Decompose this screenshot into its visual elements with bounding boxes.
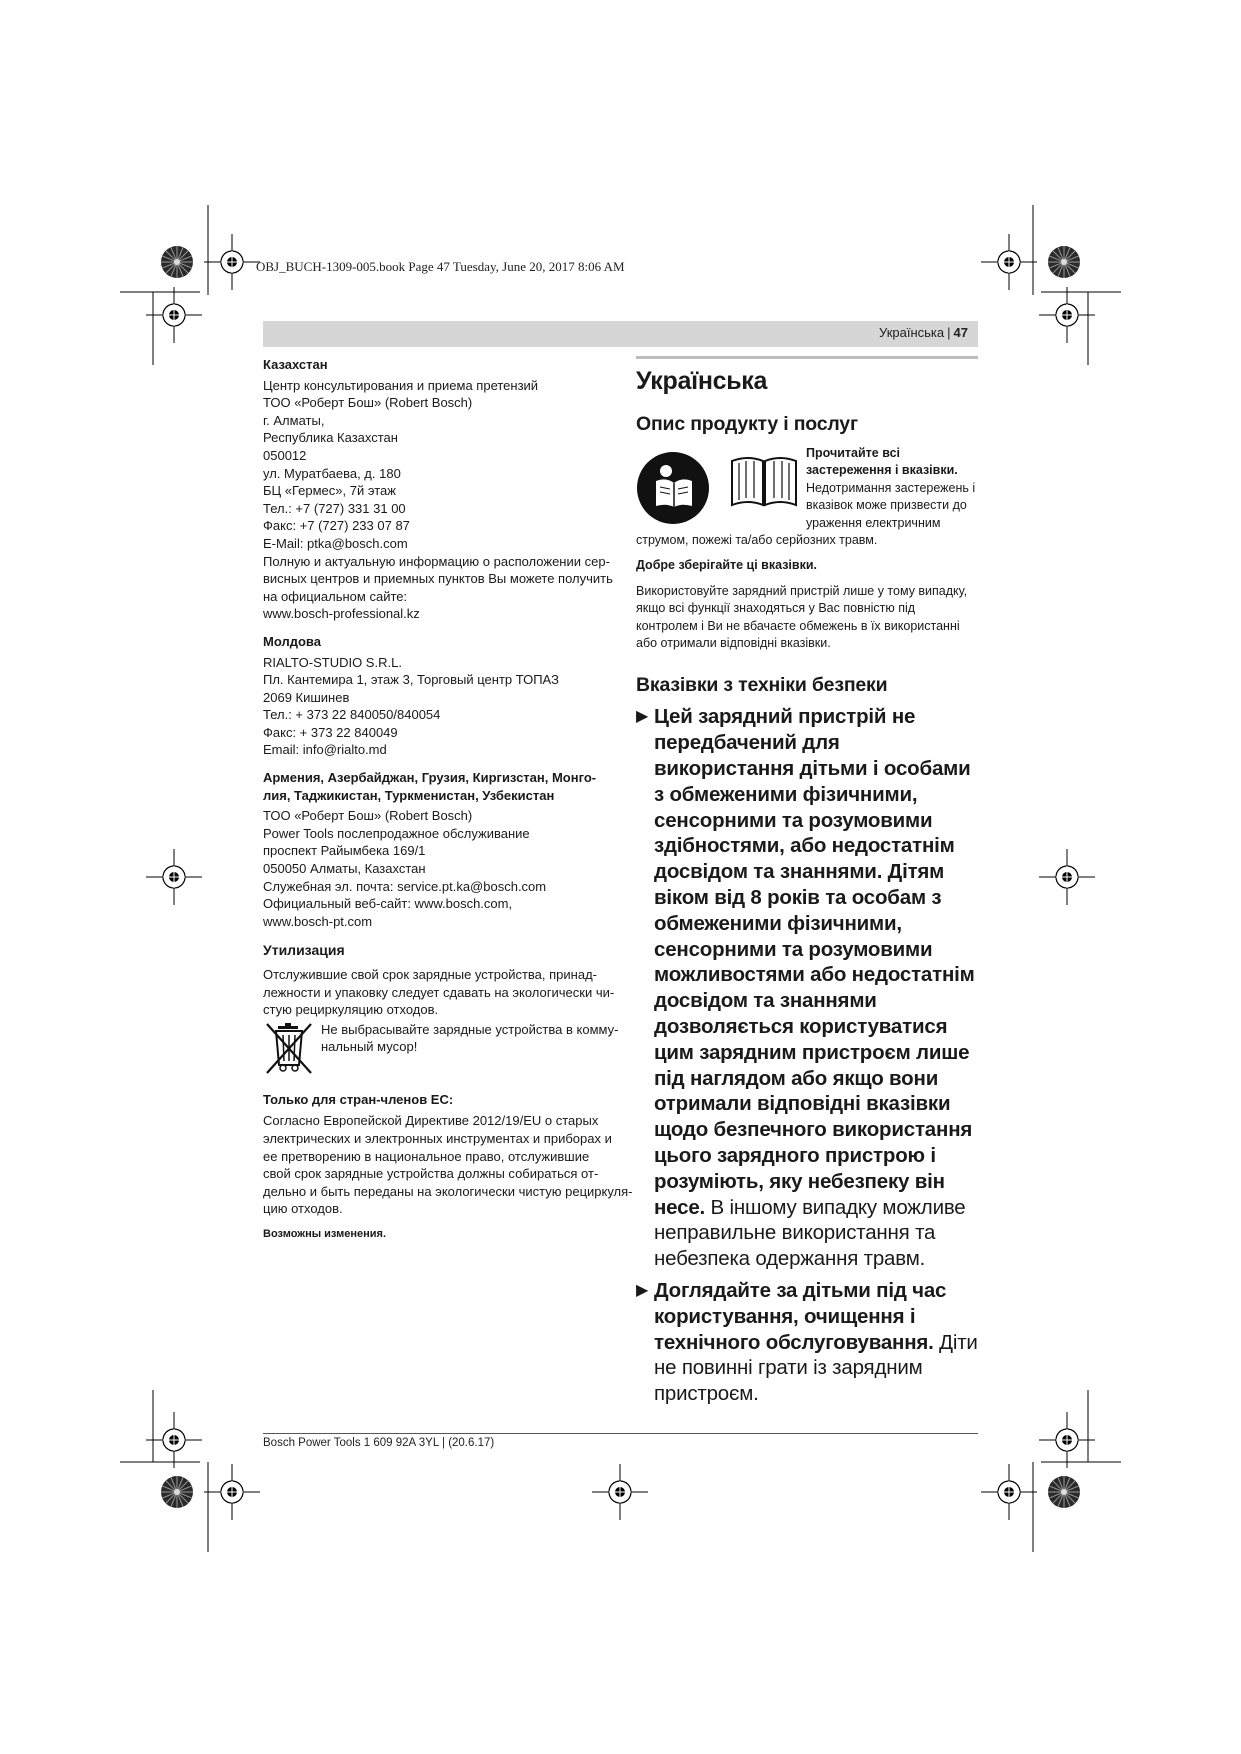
text-line: Тел.: +7 (727) 331 31 00 <box>263 500 406 516</box>
manual-book-icon <box>728 451 800 511</box>
footer-rule <box>263 1433 978 1434</box>
safety-heading: Вказівки з техніки безпеки <box>636 674 888 697</box>
text-line: Центр консультирования и приема претензий <box>263 377 539 393</box>
registration-crosshair <box>592 1464 648 1520</box>
heading-line: лия, Таджикистан, Туркменистан, Узбекистан <box>263 787 555 803</box>
text-line: висных центров и приемных пунктов Вы можете получить <box>263 571 613 587</box>
bullet-arrow-icon: ▶ <box>636 708 649 726</box>
contact-moldova <box>263 633 608 759</box>
language-title: Українська <box>636 367 768 395</box>
text-line: Тел.: + 373 22 840050/840054 <box>263 707 441 723</box>
safety-list <box>636 704 978 1407</box>
text-line: 050050 Алматы, Казахстан <box>263 861 426 877</box>
registration-crosshair <box>146 287 202 343</box>
page-header-band <box>263 321 978 347</box>
safety-item <box>636 704 978 1272</box>
contact-region <box>263 769 608 930</box>
changes-note: Возможны изменения. <box>263 1227 387 1240</box>
safety-item-text: В іншому випадку можливе неправильне використання та небезпека одержання травм. <box>654 1195 966 1271</box>
kazakhstan-address <box>263 377 613 623</box>
registration-rosette <box>161 1476 193 1508</box>
text-line: Пл. Кантемира 1, этаж 3, Торговый центр ТОПАЗ <box>263 672 559 688</box>
warning-icons <box>636 445 806 525</box>
right-column <box>636 356 978 1413</box>
heading-line: Армения, Азербайджан, Грузия, Киргизстан, Монго- <box>263 770 597 786</box>
text-line: контролем і Ви не вбачаєте обмежень в їх використанні <box>636 618 960 633</box>
text-line: Факс: + 373 22 840049 <box>263 724 398 740</box>
text-line: www.bosch-pt.com <box>263 913 373 929</box>
text-line: ее претворению в национальное право, отслужившие <box>263 1148 590 1164</box>
text-line: Використовуйте зарядний пристрій лише у тому випадку, <box>636 583 968 598</box>
safety-item <box>636 1278 978 1407</box>
registration-rosette <box>1048 246 1080 278</box>
registration-crosshair <box>981 234 1037 290</box>
registration-rosette <box>1048 1476 1080 1508</box>
text-line: свой срок зарядные устройства должны собираться от- <box>263 1166 599 1182</box>
disposal-text <box>263 966 615 1019</box>
registration-crosshair <box>146 1412 202 1468</box>
section-rule <box>636 356 978 359</box>
text-line: электрических и электронных инструментах и приборах и <box>263 1130 612 1146</box>
safety-item-text: Діти не повинні грати із зарядним пристроєм. <box>654 1330 978 1406</box>
safety-item-bold: Доглядайте за дітьми під час користування, очищення і технічного обслуговування. <box>654 1279 947 1354</box>
usage-paragraph <box>636 583 978 653</box>
text-line: на официальном сайте: <box>263 588 408 604</box>
text-line: Power Tools послепродажное обслуживание <box>263 825 530 841</box>
header-separator: | <box>947 325 951 340</box>
kazakhstan-heading: Казахстан <box>263 357 328 372</box>
text-line: Республика Казахстан <box>263 430 398 446</box>
text-line: БЦ «Гермес», 7й этаж <box>263 483 396 499</box>
text-line: ТОО «Роберт Бош» (Robert Bosch) <box>263 395 473 411</box>
contact-kazakhstan <box>263 356 613 623</box>
registration-crosshair <box>1039 1412 1095 1468</box>
text-line: дельно и быть переданы на экологически чистую рециркуля- <box>263 1183 633 1199</box>
product-heading: Опис продукту і послуг <box>636 413 858 435</box>
registration-crosshair <box>204 234 260 290</box>
region-heading <box>263 769 608 804</box>
text-line: або отримали відповідні вказівки. <box>636 636 831 651</box>
safety-item-bold: Цей зарядний пристрій не передбачений для використання дітьми і особами з обмеженими фізичними, сенсорними та розумовими здібностями, або недостатнім досвідом та знаннями. Дітям віком від 8 років та особам з обмеженими фізичними, сенсорними та розумовими можливостями або недостатнім досвідом та знаннями дозволяється користуватися цим зарядним пристроєм лише під наглядом або якщо вони отримали відповідні вказівки щодо безпечного використання цього зарядного пристрою і розуміють, яку небезпеку він несе. <box>654 705 975 1219</box>
text-line: проспект Райымбека 169/1 <box>263 843 426 859</box>
text-line: лежности и упаковку следует сдавать на экологически чи- <box>263 984 615 1000</box>
warning-block <box>636 445 978 532</box>
left-column <box>263 356 633 1244</box>
warning-line: вказівок може призвести до <box>806 498 967 513</box>
text-line: Полную и актуальную информацию о расположении сер- <box>263 553 610 569</box>
warning-tail: струмом, пожежі та/або серйозних травм. <box>636 533 878 548</box>
read-manual-icon <box>636 451 710 525</box>
text-line: якщо всі функції знаходяться у Вас повністю під <box>636 601 916 616</box>
text-line: E-Mail: ptka@bosch.com <box>263 535 408 551</box>
text-line: г. Алматы, <box>263 412 325 428</box>
warning-line: ураження електричним <box>806 515 941 530</box>
text-line: ТОО «Роберт Бош» (Robert Bosch) <box>263 808 473 824</box>
page-number: 47 <box>953 325 968 340</box>
eu-heading: Только для стран-членов ЕС: <box>263 1091 454 1107</box>
disposal-warning <box>321 1021 618 1077</box>
disposal-heading: Утилизация <box>263 942 345 959</box>
text-line: Согласно Европейской Директиве 2012/19/EU о старых <box>263 1113 599 1129</box>
text-line: Не выбрасывайте зарядные устройства в комму- <box>321 1021 619 1037</box>
warning-line: Недотримання застережень і <box>806 480 976 495</box>
text-line: Служебная эл. почта: service.pt.ka@bosch.com <box>263 878 547 894</box>
registration-crosshair <box>1039 849 1095 905</box>
text-line: www.bosch-professional.kz <box>263 606 420 622</box>
text-line: RIALTO-STUDIO S.R.L. <box>263 654 402 670</box>
text-line: Отслужившие свой срок зарядные устройства, принад- <box>263 967 597 982</box>
print-info: OBJ_BUCH-1309-005.book Page 47 Tuesday, June 20, 2017 8:06 AM <box>256 259 625 274</box>
footer-text: Bosch Power Tools 1 609 92A 3YL | (20.6.17) <box>263 1437 495 1449</box>
header-language: Українська <box>879 325 945 340</box>
keep-instructions: Добре зберігайте ці вказівки. <box>636 558 818 573</box>
registration-crosshair <box>204 1464 260 1520</box>
region-address <box>263 807 608 930</box>
warning-bold-line: застереження і вказівки. <box>806 463 958 478</box>
text-line: цию отходов. <box>263 1201 343 1217</box>
registration-crosshair <box>981 1464 1037 1520</box>
crossed-bin-icon <box>263 1021 315 1077</box>
registration-crosshair <box>146 849 202 905</box>
disposal-notice <box>263 1021 619 1077</box>
eu-text <box>263 1112 633 1218</box>
text-line: нальный мусор! <box>321 1039 418 1055</box>
moldova-heading: Молдова <box>263 633 321 649</box>
warning-text <box>806 445 978 532</box>
warning-bold-line: Прочитайте всі <box>806 446 900 460</box>
moldova-address <box>263 654 608 760</box>
text-line: 2069 Кишинев <box>263 689 350 705</box>
registration-crosshair <box>1039 287 1095 343</box>
text-line: ул. Муратбаева, д. 180 <box>263 465 401 481</box>
bullet-arrow-icon: ▶ <box>636 1282 649 1299</box>
text-line: 050012 <box>263 447 307 463</box>
page-label <box>879 325 968 340</box>
text-line: Факс: +7 (727) 233 07 87 <box>263 518 410 534</box>
text-line: стую рециркуляцию отходов. <box>263 1002 439 1018</box>
text-line: Официальный веб-сайт: www.bosch.com, <box>263 896 513 912</box>
registration-rosette <box>161 246 193 278</box>
text-line: Email: info@rialto.md <box>263 742 387 758</box>
